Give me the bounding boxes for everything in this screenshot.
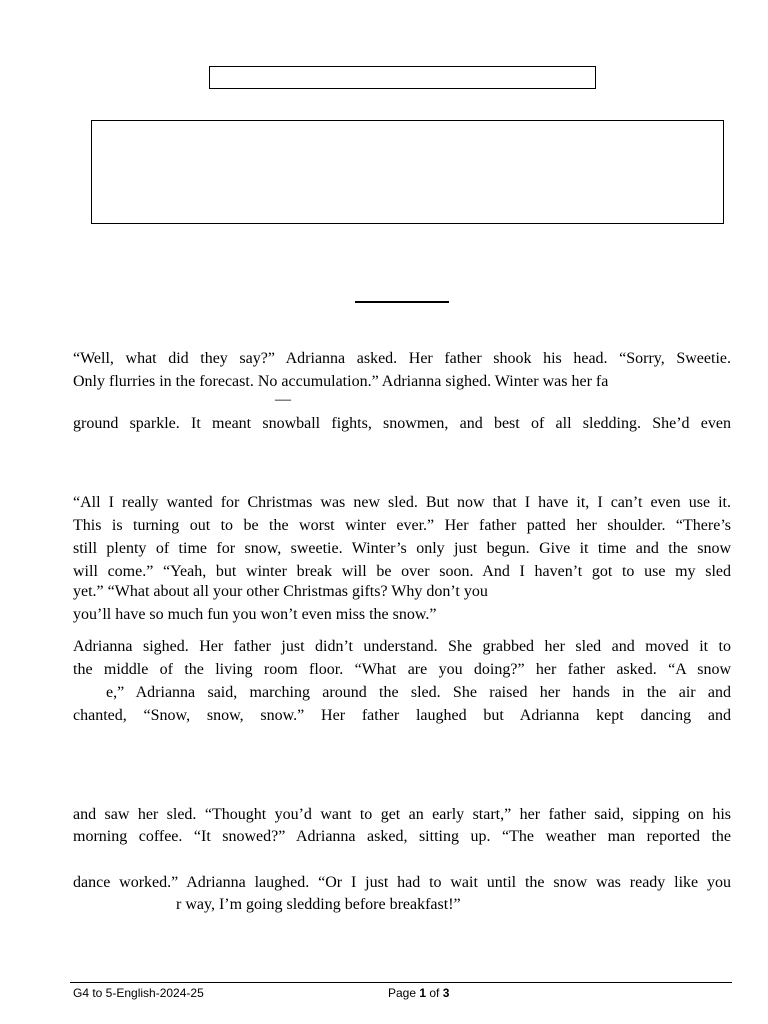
footer-document-code: G4 to 5-English-2024-25 [73, 986, 204, 1000]
footer-page-number [388, 986, 449, 1000]
page-current: 1 [419, 986, 427, 1000]
story-line: still plenty of time for snow, sweetie. Winter’s only just begun. Give it time and the snow [73, 540, 731, 557]
story-line: This is turning out to be the worst winter ever.” Her father patted her shoulder. “There’s [73, 517, 731, 534]
story-line: will come.” “Yeah, but winter break will be over soon. And I haven’t got to use my sled [73, 563, 731, 580]
instructions-box [91, 120, 724, 224]
story-line: “Well, what did they say?” Adrianna asked. Her father shook his head. “Sorry, Sweetie. [73, 350, 731, 367]
story-line: and saw her sled. “Thought you’d want to get an early start,” her father said, sipping on his [73, 806, 731, 823]
story-line: the middle of the living room floor. “What are you doing?” her father asked. “A snow [73, 661, 731, 678]
story-line: Only flurries in the forecast. No accumulation.” Adrianna sighed. Winter was her fa [73, 373, 609, 390]
story-line: ground sparkle. It meant snowball fights, snowmen, and best of all sledding. She’d even [73, 415, 731, 432]
story-line: dance worked.” Adrianna laughed. “Or I just had to wait until the snow was ready like you [73, 874, 731, 891]
page-total: 3 [442, 986, 450, 1000]
story-line: you’ll have so much fun you won’t even miss the snow.” [73, 606, 437, 623]
title-box [209, 66, 596, 89]
title-underline [355, 301, 449, 303]
story-line: Adrianna sighed. Her father just didn’t understand. She grabbed her sled and moved it to [73, 638, 731, 655]
page-of: of [426, 986, 443, 1000]
story-line: r way, I’m going sledding before breakfast!” [176, 896, 461, 913]
story-line: “All I really wanted for Christmas was new sled. But now that I have it, I can’t even use it. [73, 494, 731, 511]
footer-divider [70, 982, 732, 983]
story-dash: — [275, 391, 291, 408]
story-line: yet.” “What about all your other Christmas gifts? Why don’t you [73, 583, 488, 600]
page-prefix: Page [388, 986, 420, 1000]
story-line: chanted, “Snow, snow, snow.” Her father laughed but Adrianna kept dancing and [73, 707, 731, 724]
story-line: morning coffee. “It snowed?” Adrianna asked, sitting up. “The weather man reported the [73, 828, 731, 845]
story-line: e,” Adrianna said, marching around the sled. She raised her hands in the air and [106, 684, 731, 701]
